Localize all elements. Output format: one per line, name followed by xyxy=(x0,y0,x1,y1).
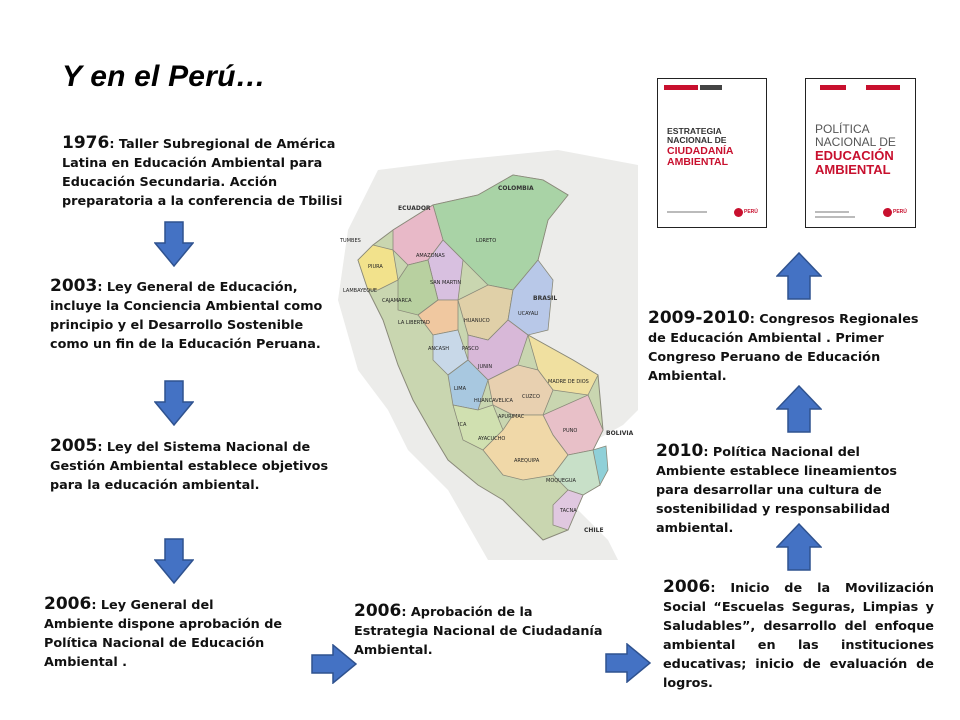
item-2010 xyxy=(656,442,931,538)
cover-estrategia-nacional xyxy=(657,78,767,228)
peru-map xyxy=(338,150,638,560)
region-label: MADRE DE DIOS xyxy=(548,379,589,385)
region-label: TUMBES xyxy=(340,238,361,244)
item-2006-movilizacion xyxy=(663,578,934,693)
country-label: ECUADOR xyxy=(398,205,431,212)
region-label: HUANCAVELICA xyxy=(474,398,513,404)
page-title: Y en el Perú… xyxy=(62,60,266,93)
peru-logo-icon: PERÚ xyxy=(883,208,905,217)
right-arrow-icon xyxy=(311,644,357,684)
region-label: PIURA xyxy=(368,264,383,270)
item-year: 2006 xyxy=(354,601,402,621)
region-label: TACNA xyxy=(560,508,577,514)
cover-title-line: ESTRATEGIA xyxy=(667,126,722,136)
region-label: JUNIN xyxy=(478,364,493,370)
cover-title-line: NACIONAL DE xyxy=(815,135,896,149)
item-2005 xyxy=(50,437,346,495)
item-2006-ley xyxy=(44,595,284,672)
item-text: : Ley General de Educación, incluye la Conciencia Ambiental como principio y el Desarrollo Sostenible xyxy=(50,280,323,333)
region-label: PUNO xyxy=(563,428,578,434)
down-arrow-icon xyxy=(154,538,194,584)
item-year: 2009-2010 xyxy=(648,308,750,328)
item-year: 2006 xyxy=(663,577,711,597)
item-text: : Ley del Sistema Nacional de Gestión Ambiental establece objetivos para la educación ambiental. xyxy=(50,440,329,493)
item-year: 2006 xyxy=(44,594,92,614)
item-2009-2010 xyxy=(648,309,923,386)
item-2003 xyxy=(50,277,346,354)
cover-title-line: NACIONAL DE xyxy=(667,135,727,145)
down-arrow-icon xyxy=(154,380,194,426)
country-label: BRASIL xyxy=(533,295,558,302)
region-label: APURIMAC xyxy=(498,414,525,420)
country-label: BOLIVIA xyxy=(606,430,634,437)
region-label: LA LIBERTAD xyxy=(398,320,430,326)
right-arrow-icon xyxy=(605,643,651,683)
up-arrow-icon xyxy=(776,252,822,300)
region-label: CUZCO xyxy=(522,394,540,400)
down-arrow-icon xyxy=(154,221,194,267)
up-arrow-icon xyxy=(776,385,822,433)
region-label: LIMA xyxy=(454,386,466,392)
region-label: AMAZONAS xyxy=(416,253,445,259)
item-year: 1976 xyxy=(62,133,110,153)
cover-title-accent: AMBIENTAL xyxy=(667,156,729,168)
region-label: PASCO xyxy=(462,346,479,352)
item-text: : Taller Subregional de América Latina en Educación Ambiental para Educación Secundaria. Acción preparatoria a la conferencia de Tbilisi xyxy=(62,137,343,209)
cover-title-accent: EDUCACIÓN xyxy=(815,148,894,163)
peru-logo-icon: PERÚ xyxy=(734,208,756,217)
item-text: : Inicio de la Movilización Social “Escuelas Seguras, Limpias y Saludables”, desarrollo del enfoque ambiental en las instituciones educativas; inicio de evaluación de logros. xyxy=(663,581,934,691)
cover-title-line: POLÍTICA xyxy=(815,122,870,136)
item-year: 2010 xyxy=(656,441,704,461)
region-label: ANCASH xyxy=(428,346,450,352)
region-label: HUANUCO xyxy=(464,318,490,324)
region-label: CAJAMARCA xyxy=(382,298,412,304)
region-label: UCAYALI xyxy=(518,311,539,317)
item-year: 2005 xyxy=(50,436,98,456)
region-label: SAN MARTIN xyxy=(430,280,462,286)
region-label: MOQUEGUA xyxy=(546,478,576,484)
item-2006-estrategia xyxy=(354,602,604,660)
region-label: AYACUCHO xyxy=(478,436,506,442)
item-text-line2: como un fin de la Educación Peruana. xyxy=(50,337,321,352)
region-label: LORETO xyxy=(476,238,497,244)
cover-title-accent: AMBIENTAL xyxy=(815,162,891,177)
item-1976 xyxy=(62,134,344,211)
country-label: CHILE xyxy=(584,527,604,534)
item-text: : Política Nacional del Ambiente establece lineamientos para desarrollar una cultura de sostenibilidad y responsabilidad ambiental. xyxy=(656,445,898,536)
item-text: : Ley General del Ambiente dispone aprobación de Política Nacional de Educación Ambiental . xyxy=(44,598,283,670)
item-text: : Congresos Regionales de Educación Ambiental . Primer Congreso Peruano de Educación Ambiental. xyxy=(648,312,919,384)
item-year: 2003 xyxy=(50,276,98,296)
cover-politica-nacional xyxy=(805,78,916,228)
country-label: COLOMBIA xyxy=(498,185,534,192)
region-label: LAMBAYEQUE xyxy=(343,288,378,294)
region-label: AREQUIPA xyxy=(514,458,540,464)
region-label: ICA xyxy=(458,422,467,428)
item-text: : Aprobación de la Estrategia Nacional de Ciudadanía Ambiental. xyxy=(354,605,603,658)
cover-title-accent: CIUDADANÍA xyxy=(667,145,734,157)
